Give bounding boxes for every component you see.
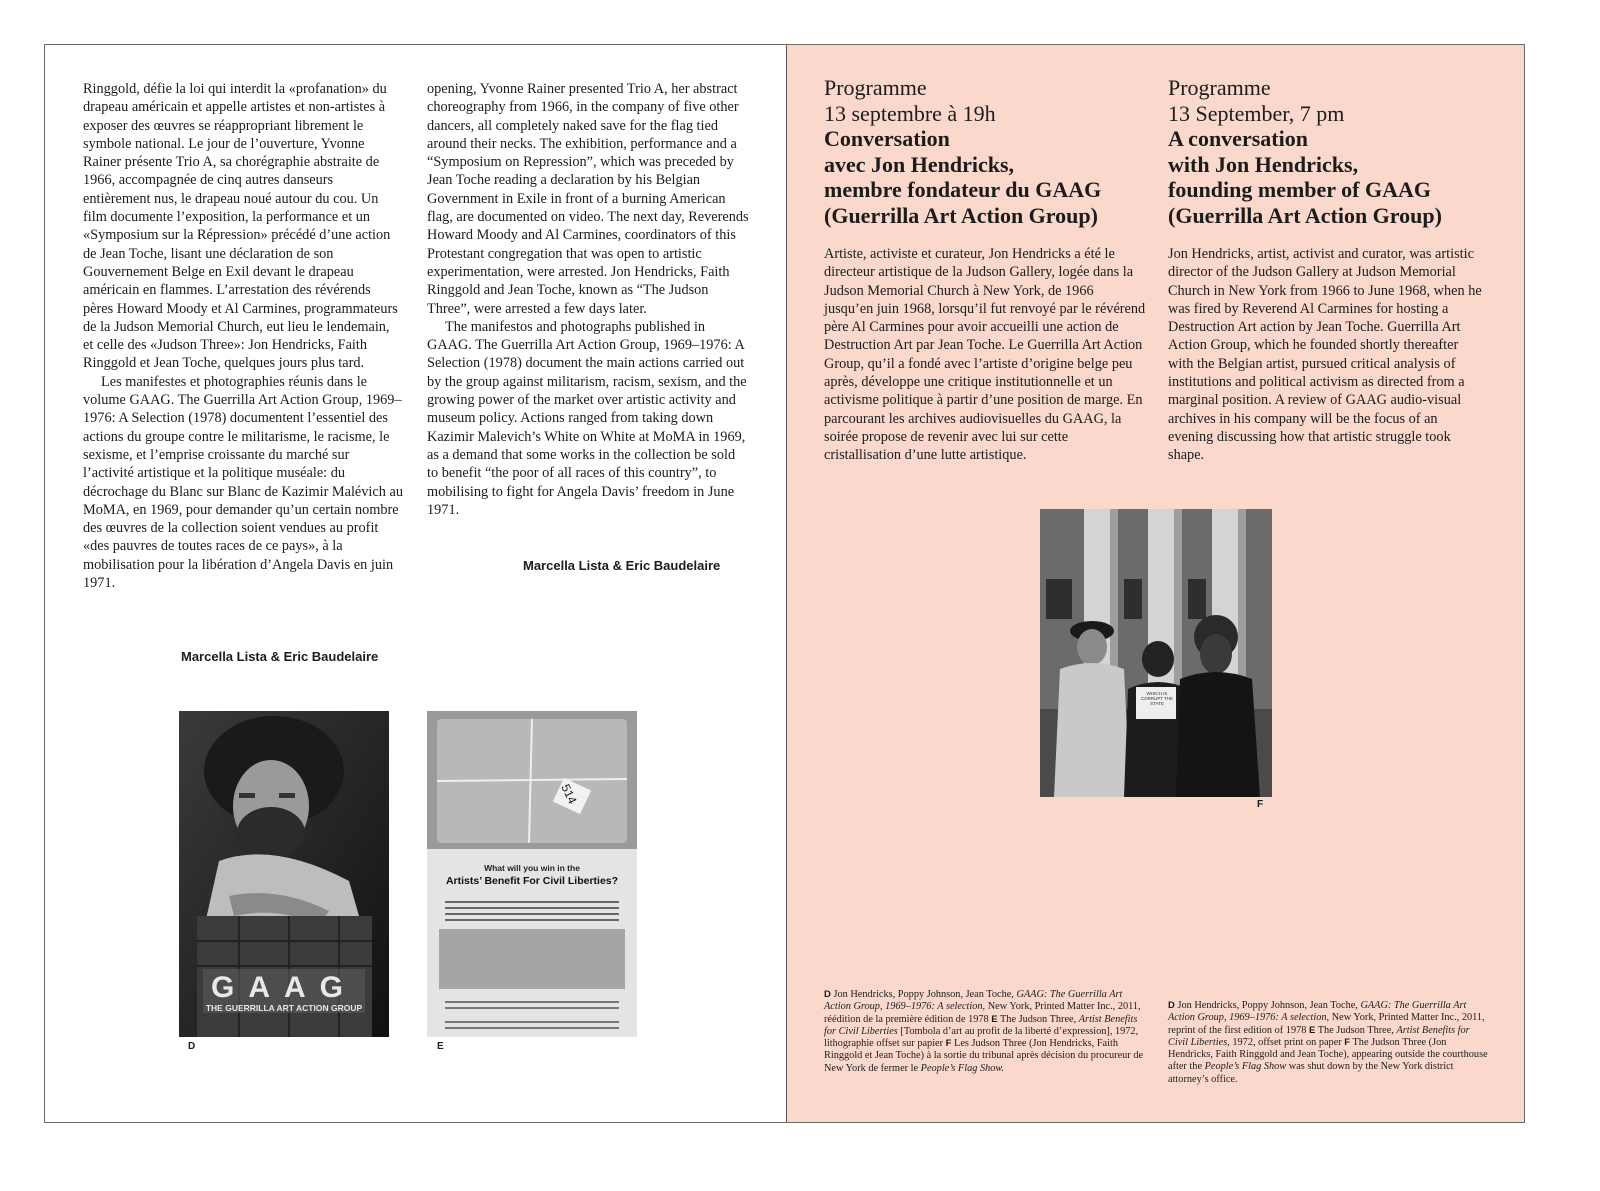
caption-en-e-label: E [1308, 1024, 1316, 1036]
caption-fr-d-label: D [824, 989, 831, 1000]
figure-f-label: F [1257, 799, 1264, 810]
poster-headline-small: What will you win in the [484, 863, 580, 873]
programme-heading-fr [824, 75, 1154, 228]
en-paragraph-1: opening, Yvonne Rainer presented Trio A, her abstract choreography from 1966, in the company of five other dancers, all completely naked save for the flag tied around their necks. The exhibition, performance and a “Symposium on Repression”, which was preceded by Jean Toche reading a declaration by his Belgian Government in Exile in front of a burning American flag, are documented on video. The next day, Reverends Howard Moody and Al Carmines, coordinators of this Protestant congregation that was open to artistic experimentation, were arrested. Jon Hendricks, Faith Ringgold and Jean Toche, known as “The Judson Three”, were arrested a few days later. [427, 81, 749, 317]
figure-d-label: D [188, 1041, 196, 1052]
signature-fr: Marcella Lista & Eric Baudelaire [181, 649, 379, 664]
programme-date-fr: 13 septembre à 19h [824, 100, 996, 126]
caption-fr-d-rest: New York, Printed Matter Inc., 2011, réédition de la première édition de 1978 [824, 1001, 1141, 1025]
caption-en-e-title: Artist Benefits for Civil Liberties, [1168, 1024, 1470, 1048]
event-title-fr-line-2: avec Jon Hendricks, [824, 151, 1015, 177]
event-title-fr-line-4: (Guerrilla Art Action Group) [824, 202, 1098, 228]
courthouse-columns-photo [1040, 509, 1272, 797]
protest-sign-text: WHICH IS CORRUPT THE STATE [1140, 691, 1174, 706]
programme-date-en: 13 September, 7 pm [1168, 100, 1345, 126]
event-title-en-line-1: A conversation [1168, 126, 1308, 151]
gaag-cover-title: GAAG [211, 971, 357, 1004]
wrapped-package-photo [427, 711, 637, 1037]
programme-label-en: Programme [1168, 75, 1271, 100]
figure-d-gaag-book-cover [179, 711, 389, 1037]
poster-headline-large: Artists’ Benefit For Civil Liberties? [445, 875, 619, 887]
programme-label-fr: Programme [824, 75, 927, 100]
event-title-en-line-4: (Guerrilla Art Action Group) [1168, 202, 1442, 228]
captions-en [1168, 1000, 1490, 1086]
event-title-fr-line-3: membre fondateur du GAAG [824, 177, 1102, 202]
caption-fr-f-label: F [945, 1038, 952, 1050]
caption-fr-f-title: People’s Flag Show. [920, 1062, 1005, 1074]
event-title-en-line-3: founding member of GAAG [1168, 177, 1431, 202]
english-text-column [427, 80, 749, 519]
signature-en: Marcella Lista & Eric Baudelaire [523, 558, 721, 573]
caption-fr-d-text: Jon Hendricks, Poppy Johnson, Jean Toche, [833, 989, 1014, 1000]
caption-en-d-rest: New York, Printed Matter Inc., 2011, reprint of the first edition of 1978 [1168, 1012, 1485, 1036]
caption-en-f-rest: was shut down by the New York district attorney’s office. [1168, 1061, 1454, 1085]
figure-f-judson-three-photo [1040, 509, 1272, 797]
caption-en-e-text: The Judson Three, [1317, 1024, 1394, 1036]
event-description-en: Jon Hendricks, artist, activist and curator, was artistic director of the Judson Gallery at Judson Memorial Church in New York from 1966 to June 1968, when he was fired by Reverend Al Carmines for hosting a Destruction Art action by Jean Toche. Guerrilla Art Action Group, which he founded shortly thereafter with the Belgian artist, pursued critical analysis of institutions and political activism as directed from a marginal position. A review of GAAG audio-visual archives in his company will be the focus of an evening discussing how that artistic struggle took shape. [1168, 246, 1482, 464]
captions-fr [824, 989, 1144, 1075]
caption-en-f-title: People’s Flag Show [1204, 1061, 1287, 1073]
caption-en-d-text: Jon Hendricks, Poppy Johnson, Jean Toche, [1177, 1000, 1358, 1011]
caption-fr-e-text: The Judson Three, [1000, 1013, 1077, 1025]
event-description-fr: Artiste, activiste et curateur, Jon Hendricks a été le directeur artistique de la Judson Gallery, logée dans la Judson Memorial Church à New York, de 1966 jusqu’en juin 1968, lorsqu’il fut renvoyé par le révérend père Al Carmines pour avoir accueilli une action de Destruction Art par Jean Toche. Le Guerrilla Art Action Group, qu’il a fondé avec l’artiste d’origine belge peu après, développe une critique institutionnelle et un activisme politique à partir d’une position de marge. En parcourant les archives audiovisuelles du GAAG, la soirée propose de revenir avec lui sur cette cristallisation d’une lutte artistique. [824, 246, 1146, 464]
caption-en-d-label: D [1168, 1000, 1175, 1011]
figure-e-label: E [437, 1041, 444, 1052]
caption-fr-f-text: Les Judson Three (Jon Hendricks, Faith Ringgold et Jean Toche) à la sortie du tribunal après décision du procureur de New York de fermer le [824, 1038, 1144, 1074]
programme-heading-en [1168, 75, 1498, 228]
caption-fr-d-title: GAAG: The Guerrilla Art Action Group, 1969–1976: A selection, [824, 989, 1123, 1013]
caption-en-f-text: The Judson Three (Jon Hendricks, Faith Ringgold and Jean Toche), appearing outside the courthouse after the [1168, 1036, 1488, 1073]
gaag-cover-subtitle: THE GUERRILLA ART ACTION GROUP [205, 1003, 363, 1013]
caption-fr-e-title: Artist Benefits for Civil Liberties [824, 1013, 1138, 1037]
fr-paragraph-1: Ringgold, défie la loi qui interdit la «profanation» du drapeau américain et appelle artistes et non-artistes à exposer des œuvres se réappropriant librement le symbole national. Le jour de l’ouverture, Yvonne Rainer présente Trio A, sa chorégraphie abstraite de 1966, accompagnée de cinq autres danseurs entièrement nus, le drapeau noué autour du cou. Un film documente l’exposition, la performance et un «Symposium sur la Répression» précédé d’une action de Jean Toche, lisant une déclaration de son Gouvernement Belge en Exil devant le drapeau américain en flammes. L’arrestation des révérends pères Howard Moody et Al Carmines, programmateurs de la Judson Memorial Church, eut lieu le lendemain, et celle des «Judson Three»: Jon Hendricks, Faith Ringgold et Jean Toche, quelques jours plus tard. [83, 81, 398, 372]
caption-en-e-rest: 1972, offset print on paper [1232, 1036, 1342, 1048]
event-title-fr-line-1: Conversation [824, 126, 950, 151]
event-title-en-line-2: with Jon Hendricks, [1168, 151, 1359, 177]
spread [44, 44, 1525, 1123]
en-paragraph-2: The manifestos and photographs published in GAAG. The Guerrilla Art Action Group, 1969–1976: A Selection (1978) document the main actions carried out by the group against militarism, racism, sexism, and the growing power of the market over artistic activity and museum policy. Actions ranged from taking down Kazimir Malevich’s White on White at MoMA in 1969, as a demand that some works in the collection be sold to benefit “the poor of all races of this country”, to mobilising to fight for Angela Davis’ freedom in June 1971. [427, 318, 747, 518]
caption-fr-e-label: E [991, 1013, 998, 1025]
package-tag-number: 514 [558, 781, 580, 807]
french-text-column [83, 80, 403, 592]
left-page [45, 45, 786, 1122]
caption-en-d-title: GAAG: The Guerrilla Art Action Group, 1969–1976: A selection, [1168, 1000, 1467, 1024]
fr-paragraph-2: Les manifestes et photographies réunis dans le volume GAAG. The Guerrilla Art Action Group, 1969–1976: A Selection (1978) documentent l’essentiel des actions du groupe contre le militarisme, le racisme, le sexisme, et l’emprise croissante du marché sur l’activité artistique et la politique muséale: du décrochage du Blanc sur Blanc de Kazimir Malévich au MoMA, en 1969, pour demander qu’un certain nombre des œuvres de la collection soient vendues au profit «des pauvres de toutes races de ce pays», à la mobilisation pour la libération d’Angela Davis en juin 1971. [83, 373, 403, 592]
caption-en-f-label: F [1344, 1036, 1351, 1048]
caption-fr-e-rest: [Tombola d’art au profit de la liberté d’expression], 1972, lithographie offset sur papier [824, 1025, 1139, 1050]
figure-e-benefit-poster [427, 711, 637, 1037]
right-page [786, 45, 1524, 1122]
